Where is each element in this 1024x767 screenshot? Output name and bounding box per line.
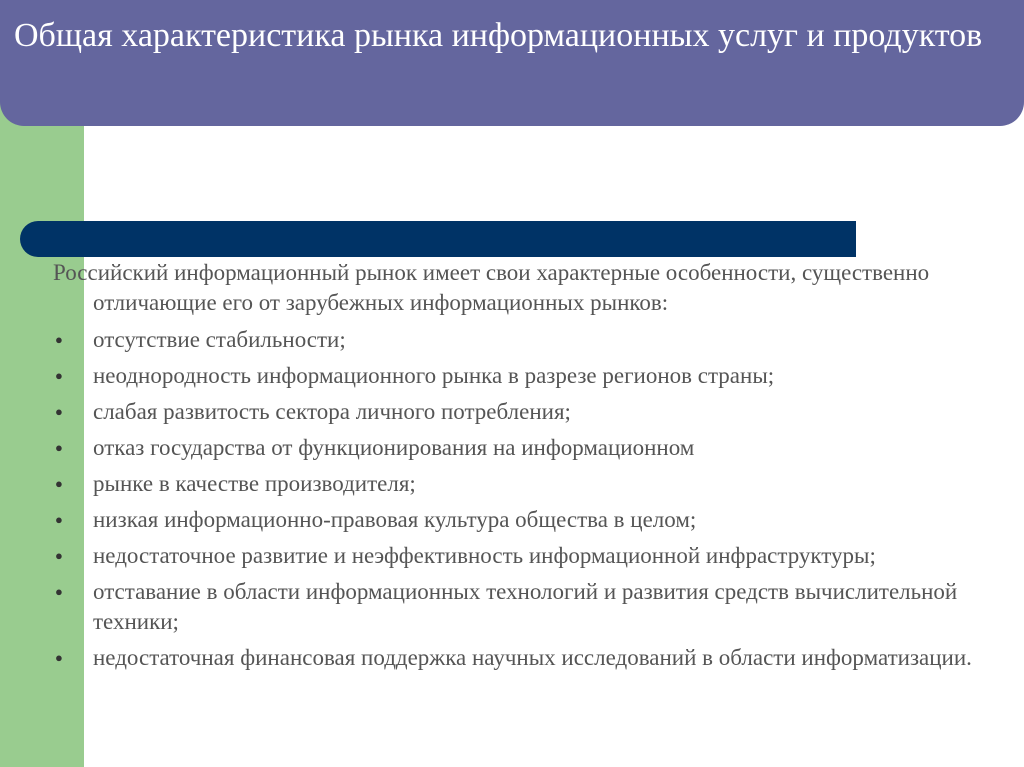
- list-item-text: слабая развитость сектора личного потребления;: [93, 399, 571, 424]
- list-item: [53, 433, 1013, 463]
- list-item-text: отсутствие стабильности;: [93, 327, 346, 352]
- bullet-icon: ●: [55, 650, 63, 665]
- bullet-icon: ●: [55, 476, 63, 491]
- list-item-text: отставание в области информационных технологий и развития средств вычислительной техники;: [93, 579, 958, 634]
- bullet-icon: ●: [55, 332, 63, 347]
- title-banner: [0, 0, 1024, 126]
- list-item: [53, 469, 1013, 499]
- list-item-text: недостаточная финансовая поддержка научных исследований в области информатизации.: [93, 645, 972, 670]
- list-item: [53, 577, 1013, 637]
- list-item: [53, 361, 1013, 391]
- list-item-text: низкая информационно-правовая культура общества в целом;: [93, 507, 697, 532]
- bullet-icon: ●: [55, 548, 63, 563]
- bullet-icon: ●: [55, 440, 63, 455]
- list-item: [53, 541, 1013, 571]
- list-item-text: недостаточное развитие и неэффективность информационной инфраструктуры;: [93, 543, 876, 568]
- bullet-list: [53, 325, 1013, 673]
- list-item-text: отказ государства от функционирования на информационном: [93, 435, 695, 460]
- bullet-icon: ●: [55, 404, 63, 419]
- slide-title: Общая характеристика рынка информационных услуг и продуктов: [14, 17, 983, 54]
- slide-body: [53, 258, 1013, 679]
- list-item: [53, 643, 1013, 673]
- bullet-icon: ●: [55, 512, 63, 527]
- list-item: [53, 325, 1013, 355]
- bullet-icon: ●: [55, 368, 63, 383]
- list-item-text: неоднородность информационного рынка в разрезе регионов страны;: [93, 363, 775, 388]
- list-item-text: рынке в качестве производителя;: [93, 471, 416, 496]
- intro-paragraph: Российский информационный рынок имеет свои характерные особенности, существенно отличающие его от зарубежных информационных рынков:: [53, 260, 930, 315]
- list-item: [53, 505, 1013, 535]
- list-item: [53, 397, 1013, 427]
- divider-bar: [20, 221, 856, 257]
- bullet-icon: ●: [55, 584, 63, 599]
